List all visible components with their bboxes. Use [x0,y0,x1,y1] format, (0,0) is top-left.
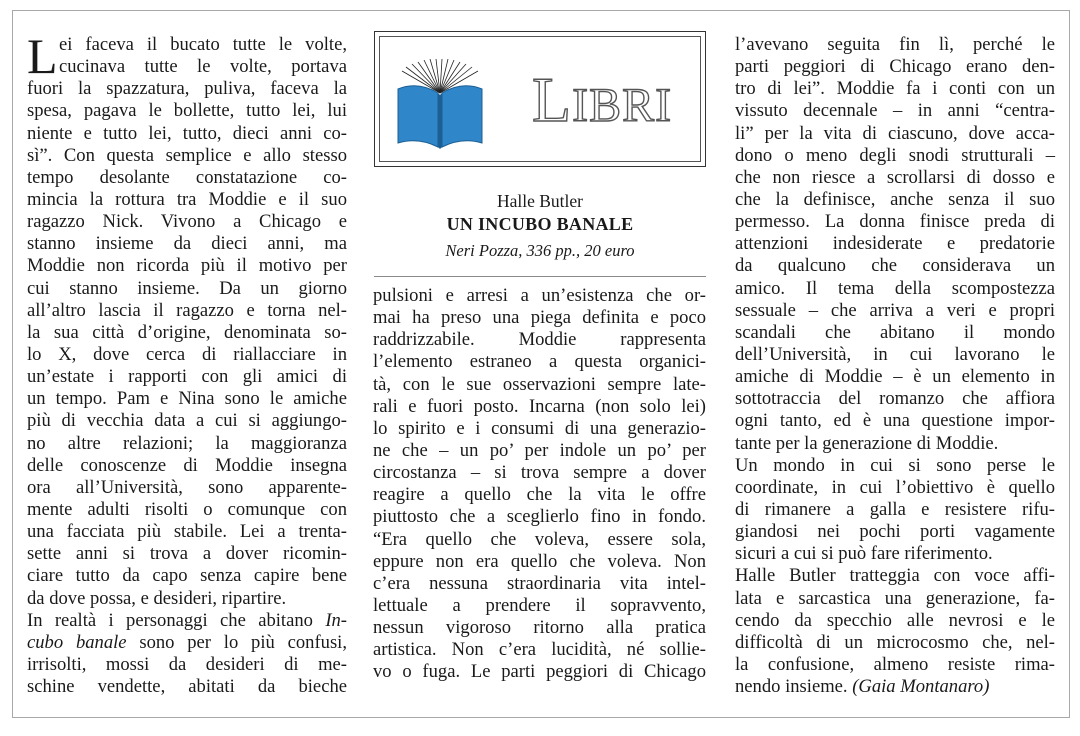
text-line: cui stanno insieme. Da un giorno [27,277,347,299]
book-title-italic: cubo banale [27,631,127,653]
text-line: piuttosto che a sceglierlo fino in fondo. [373,506,706,528]
text-line: ei faceva il bucato tutte le volte, [59,34,347,55]
text-line: sottotraccia del romanzo che affiora [735,388,1055,410]
text-line: mente adulti risolti o comunque con [27,498,347,520]
text-line: tro di lei”. Moddie fa i conti con un [735,78,1055,100]
text-line-final [735,676,1055,698]
text-line: sì”. Con questa semplice e allo stesso [27,144,347,166]
text-line: vo o fuga. Le parti peggiori di Chicago [373,661,706,683]
text-line: delle conoscenze di Moddie insegna [27,454,347,476]
text-line: raddrizzabile. Moddie rappresenta [373,329,706,351]
text-line: una facciata più stabile. Lei a trenta- [27,521,347,543]
dropcap-block [27,28,347,84]
text-line: lo X, dove cerca di riallacciare in [27,343,347,365]
text-line: parti peggiori di Chicago erano den- [735,56,1055,78]
text-line: no altre relazioni; la maggioranza [27,432,347,454]
text-line: tante per la generazione di Moddie. [735,432,999,454]
text-line: spesa, pagava le bollette, tutto lei, lui [27,100,347,122]
text-line: tà, con le sue osservazioni sempre late- [373,373,706,395]
book-author: Halle Butler [496,191,583,211]
text-line: mai ha preso una piega definita e poco [373,307,706,329]
text-line: attenzioni indesiderate e predatorie [735,233,1055,255]
text-line: la confusione, almeno resiste rima- [735,653,1055,675]
text-line: ogni tanto, ed è una questione impor- [735,410,1055,432]
book-info [374,190,706,264]
text-line: lata e sarcastica una generazione, fa- [735,587,1055,609]
text-line: artistica. Non c’era lucidità, né sollie- [373,639,706,661]
text-line: permesso. La donna finisce preda di [735,211,1055,233]
text-line: coordinate, in cui l’obiettivo è quello [735,476,1055,498]
text-line-with-italic [27,632,347,654]
article-column-3 [735,34,1055,698]
book-title: UN INCUBO BANALE [446,214,634,234]
text-line: sette anni si trova a dover ricomin- [27,543,347,565]
text-line: tempo desolante constatazione co- [27,166,347,188]
text-line: schine vendette, abitati da bieche [27,676,347,698]
text-line: amico. Il tema della scompostezza [735,277,1055,299]
text-line: reagire a quello che la vita le offre [373,484,706,506]
text-line: sessuale – che arriva a veri e propri [735,299,1055,321]
text-line: difficoltà di un microcosmo che, nel- [735,631,1055,653]
text-segment: In realtà i personaggi che abitano [27,609,326,631]
text-line: Halle Butler tratteggia con voce affi- [735,565,1055,587]
text-line: amiche di Moddie – è un elemento in [735,366,1055,388]
text-line: di rimanere a galla e resistere rifu- [735,498,1055,520]
text-segment: nendo insieme. [735,676,853,698]
text-line: sicuri a cui si può fare riferimento. [735,543,993,565]
text-segment: sono per lo più confusi, [126,631,347,653]
banner-inner-border [379,36,701,162]
article-column-1 [27,28,347,698]
text-line: più di vecchia data a cui si aggiungo- [27,410,347,432]
text-line: da dove possa, e desideri, ripartire. [27,587,287,609]
text-line: ora all’Università, sono apparente- [27,476,347,498]
text-line: pulsioni e arresi a un’esistenza che or- [373,285,706,306]
text-line: che non riesce a scrollarsi di dosso e [735,166,1055,188]
text-line: li” per la vita di ciascuno, dove acca- [735,122,1055,144]
byline: (Gaia Montanaro) [852,676,990,698]
text-line: lo spirito e i consumi di una generazio- [373,417,706,439]
text-line: dono o meno degli snodi strutturali – [735,144,1055,166]
book-publisher: Neri Pozza, 336 pp., 20 euro [445,241,635,260]
text-line: all’altro lascia il ragazzo e torna nel- [27,299,347,321]
text-line: vissuto decennale – in anni “centra- [735,100,1055,122]
text-line: niente e tutto lei, tutto, dieci anni co- [27,122,347,144]
text-line: “Era quello che voleva, essere sola, [373,528,706,550]
text-line: Moddie non ricorda più il motivo per [27,255,347,277]
text-line: l’elemento estraneo a questa organici- [373,351,706,373]
text-line: un tempo. Pam e Nina sono le amiche [27,388,347,410]
text-line: giandosi nei pochi porti vagamente [735,521,1055,543]
text-line: scandali che abitano il mondo [735,321,1055,343]
text-line: cendo da specchio alle nevrosi e le [735,609,1055,631]
text-line: irrisolti, mossi da desideri di me- [27,653,347,675]
dropcap-letter: L [27,28,58,84]
open-book-icon [394,59,486,151]
text-line: Un mondo in cui si sono perse le [735,454,1055,476]
book-title-italic: In- [325,609,347,631]
text-line: c’era nessuna straordinaria vita intel- [373,572,706,594]
text-line: lettuale a prendere il sopravvento, [373,594,706,616]
text-line: la sua città d’origine, denominata so- [27,321,347,343]
text-line: cucinava tutte le volte, portava [59,56,347,78]
text-line: fuori la spazzatura, puliva, faceva la [27,78,347,100]
text-line: l’avevano seguita fin lì, perché le [735,34,1055,55]
divider-line [374,276,706,277]
text-line: stanno insieme da dieci anni, ma [27,233,347,255]
text-line: dell’Università, in cui lavorano le [735,343,1055,365]
text-line: che la definisce, anche senza il suo [735,188,1055,210]
text-line: ne che – un po’ per indole un po’ per [373,439,706,461]
text-line: un’estate i rapporti con gli amici di [27,366,347,388]
text-line: rali e fuori posto. Incarna (non solo lei) [373,395,706,417]
text-line: circostanza – si trova sempre a dover [373,462,706,484]
article-column-2 [373,285,706,684]
text-line: ciare tutto da capo senza capire bene [27,565,347,587]
text-line-with-italic [27,610,347,632]
text-line: mincia la rottura tra Moddie e il suo [27,188,347,210]
text-line: da qualcuno che considerava un [735,255,1055,277]
text-line: nessun vigoroso ritorno alla pratica [373,617,706,639]
text-line: eppure non era quello che voleva. Non [373,550,706,572]
section-banner [374,31,706,167]
section-title: LIBRI [532,64,673,135]
text-line: ragazzo Nick. Vivono a Chicago e [27,211,347,233]
